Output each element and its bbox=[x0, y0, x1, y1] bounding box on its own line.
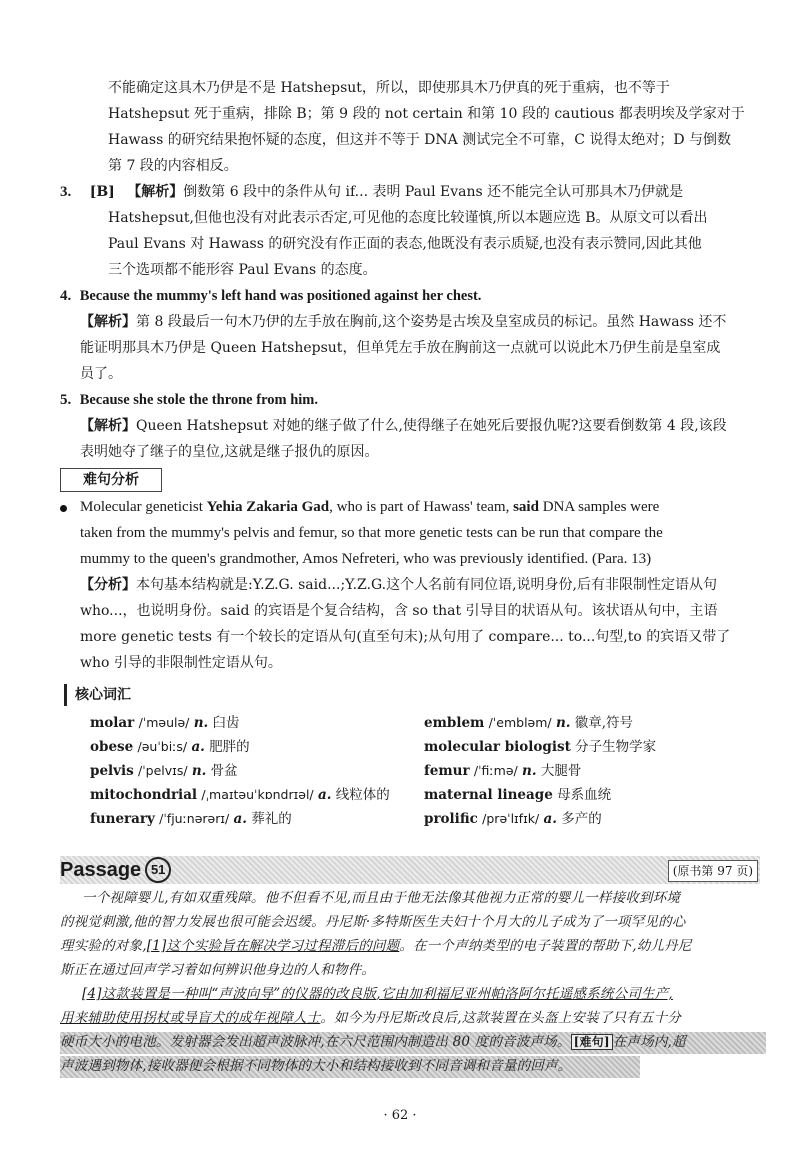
vocab-def: 臼齿 bbox=[212, 715, 240, 731]
vocab-phonetic: /ˈfjuːnərərɪ/ bbox=[159, 811, 230, 826]
q3-first-line bbox=[60, 182, 683, 202]
passage-line-3 bbox=[60, 936, 692, 956]
passage-line-7b: 在声场内,超 bbox=[612, 1034, 686, 1050]
analysis-line-4: who 引导的非限制性定语从句。 bbox=[80, 655, 282, 671]
vocab-def: 母系血统 bbox=[557, 787, 612, 803]
vocab-item bbox=[424, 712, 633, 734]
passage-line-8: 声波遇到物体,接收器便会根据不同物体的大小和结构接收到不同音调和音量的回声。 bbox=[60, 1058, 572, 1074]
analysis-line-3: more genetic tests 有一个较长的定语从句(直至句末);从句用了 compare... to...句型,to 的宾语又带了 bbox=[80, 629, 731, 645]
q3-number: 3. bbox=[60, 184, 72, 200]
difficult-sentence-line-3: mummy to the queen's grandmother, Amos Nefreteri, who was previously identified. (Para. 13) bbox=[80, 551, 652, 567]
passage-line-5 bbox=[82, 984, 673, 1004]
sentence-part-c: , who is part of Hawass' team, bbox=[329, 499, 514, 515]
passage-line-1: 一个视障婴儿,有如双重残障。他不但看不见,而且由于他无法像其他视力正常的婴儿一样接收到环境 bbox=[82, 890, 681, 906]
vocab-item bbox=[90, 784, 390, 806]
vocab-item bbox=[90, 712, 240, 734]
vocab-item bbox=[90, 760, 238, 782]
vocab-word: femur bbox=[424, 763, 470, 779]
difficult-sentence-line-2: taken from the mummy's pelvis and femur, so that more genetic tests can be run that compare the bbox=[80, 525, 663, 541]
q4-line-3: 员了。 bbox=[80, 366, 122, 382]
core-vocab-header: 核心词汇 bbox=[64, 684, 131, 706]
analysis-line-1 bbox=[80, 575, 717, 595]
q4-first-line bbox=[60, 286, 481, 306]
passage-line-7 bbox=[60, 1032, 686, 1052]
cont-line-3: Hawass 的研究结果抱怀疑的态度，但这并不等于 DNA 测试完全不可靠，C 说得太绝对；D 与倒数 bbox=[108, 132, 732, 148]
page-number: · 62 · bbox=[383, 1108, 417, 1123]
q4-number: 4. bbox=[60, 288, 72, 304]
bullet-dot bbox=[60, 505, 67, 512]
passage-line-4: 斯正在通过回声学习着如何辨识他身边的人和物件。 bbox=[60, 962, 376, 978]
q3-tag: 【解析】 bbox=[127, 184, 184, 200]
vocab-phonetic: /prəˈlɪfɪk/ bbox=[482, 811, 540, 826]
original-page-ref: (原书第 97 页) bbox=[668, 860, 758, 882]
analysis-text-1: 本句基本结构就是:Y.Z.G. said...;Y.Z.G.这个人名前有同位语,说明身份,后有非限制性定语从句 bbox=[136, 577, 718, 593]
passage-line-6b: 。如今为丹尼斯改良后,这款装置在头盔上安装了只有五十分 bbox=[320, 1010, 682, 1026]
q4-line-1: 第 8 段最后一句木乃伊的左手放在胸前,这个姿势是古埃及皇室成员的标记。虽然 Hawass 还不 bbox=[136, 314, 727, 330]
vocab-phonetic: /əuˈbiːs/ bbox=[137, 739, 188, 754]
vocab-phonetic: /ˈpelvɪs/ bbox=[138, 763, 188, 778]
vocab-def: 线粒体的 bbox=[335, 787, 390, 803]
cont-line-4: 第 7 段的内容相反。 bbox=[108, 158, 238, 174]
vocab-pos: a. bbox=[543, 811, 557, 827]
q3-line-4: 三个选项都不能形容 Paul Evans 的态度。 bbox=[108, 262, 377, 278]
passage-line-5b: ,它由加利福尼亚州帕洛阿尔托遥感系统公司生产, bbox=[376, 986, 673, 1002]
vocab-word: mitochondrial bbox=[90, 787, 198, 803]
analysis-tag: 【分析】 bbox=[80, 577, 136, 593]
vocab-word: pelvis bbox=[90, 763, 134, 779]
vocab-item bbox=[424, 784, 611, 806]
vocab-pos: n. bbox=[191, 763, 207, 779]
cont-line-2: Hatshepsut 死于重病，排除 B；第 9 段的 not certain 和第 10 段的 cautious 都表明埃及学家对于 bbox=[108, 106, 745, 122]
vocab-phonetic: /ˈfiːmə/ bbox=[473, 763, 518, 778]
vocab-pos: n. bbox=[555, 715, 571, 731]
difficult-sentence-line-1 bbox=[80, 497, 659, 517]
analysis-line-2: who...，也说明身份。said 的宾语是个复合结构，含 so that 引导目的状语从句。该状语从句中，主语 bbox=[80, 603, 718, 619]
passage-underline-4: [4]这款装置是一种叫“声波向导”的仪器的改良版 bbox=[82, 986, 377, 1002]
passage-title-text: Passage bbox=[60, 859, 142, 881]
passage-number: 51 bbox=[145, 857, 171, 883]
vocab-def: 徽章,符号 bbox=[574, 715, 634, 731]
vocab-def: 大腿骨 bbox=[540, 763, 582, 779]
vocab-item bbox=[424, 808, 602, 830]
vocab-word: molar bbox=[90, 715, 135, 731]
vocab-pos: a. bbox=[191, 739, 205, 755]
vocab-word: funerary bbox=[90, 811, 155, 827]
vocab-word: obese bbox=[90, 739, 134, 755]
q4-answer: Because the mummy's left hand was positioned against her chest. bbox=[79, 288, 482, 304]
sentence-part-a: Molecular geneticist bbox=[80, 499, 207, 515]
vocab-pos: n. bbox=[193, 715, 209, 731]
difficult-sentence-header: 难句分析 bbox=[60, 468, 162, 492]
vocab-def: 分子生物学家 bbox=[575, 739, 657, 755]
q5-line-2: 表明她夺了继子的皇位,这就是继子报仇的原因。 bbox=[80, 444, 379, 460]
vocab-phonetic: /ˈməulə/ bbox=[138, 715, 190, 730]
difficult-tag: [难句] bbox=[571, 1034, 613, 1050]
vocab-item bbox=[90, 808, 292, 830]
q3-line-3: Paul Evans 对 Hawass 的研究没有作正面的表态,他既没有表示质疑,也没有表示赞同,因此其他 bbox=[108, 236, 702, 252]
cont-line-1: 不能确定这具木乃伊是不是 Hatshepsut，所以，即使那具木乃伊真的死于重病，也不等于 bbox=[108, 80, 670, 96]
passage-underline-4-cont: 用来辅助使用拐杖或导盲犬的成年视障人士 bbox=[60, 1010, 321, 1026]
vocab-item bbox=[90, 736, 250, 758]
vocab-pos: n. bbox=[522, 763, 537, 779]
vocab-word: prolific bbox=[424, 811, 478, 827]
vocab-word: molecular biologist bbox=[424, 739, 571, 755]
q5-answer: Because she stole the throne from him. bbox=[79, 392, 318, 408]
vocab-pos: a. bbox=[233, 811, 247, 827]
vocab-item bbox=[424, 760, 581, 782]
vocab-def: 骨盆 bbox=[210, 763, 238, 779]
vocab-def: 葬礼的 bbox=[251, 811, 292, 827]
q3-answer: [B] bbox=[89, 184, 115, 200]
passage-title bbox=[60, 856, 171, 884]
passage-line-2: 的视觉刺激,他的智力发展也很可能会迟缓。丹尼斯·多特斯医生夫妇十个月大的儿子成为了一项罕见的心 bbox=[60, 914, 686, 930]
passage-line-3a: 理实验的对象, bbox=[60, 938, 147, 954]
passage-line-6 bbox=[60, 1008, 681, 1028]
q5-tag: 【解析】 bbox=[80, 418, 136, 434]
vocab-phonetic: /ˈembləm/ bbox=[488, 715, 552, 730]
q5-line-1: Queen Hatshepsut 对她的继子做了什么,使得继子在她死后要报仇呢?这要看倒数第 4 段,该段 bbox=[136, 418, 727, 434]
sentence-subject: Yehia Zakaria Gad bbox=[206, 499, 330, 515]
q4-tag: 【解析】 bbox=[80, 314, 136, 330]
vocab-def: 多产的 bbox=[561, 811, 602, 827]
sentence-verb: said bbox=[513, 499, 539, 515]
sentence-part-e: DNA samples were bbox=[538, 499, 660, 515]
vocab-phonetic: /ˌmaɪtəuˈkɒndrɪəl/ bbox=[201, 787, 314, 802]
q5-number: 5. bbox=[60, 392, 72, 408]
q4-analysis-line-1 bbox=[80, 312, 726, 332]
q4-line-2: 能证明那具木乃伊是 Queen Hatshepsut，但单凭左手放在胸前这一点就可以说此木乃伊生前是皇室成 bbox=[80, 340, 721, 356]
vocab-item bbox=[424, 736, 656, 758]
vocab-def: 肥胖的 bbox=[209, 739, 250, 755]
passage-underline-1: [1]这个实验旨在解决学习过程滞后的问题 bbox=[146, 938, 400, 954]
q3-line-2: Hatshepsut,但他也没有对此表示否定,可见他的态度比较谨慎,所以本题应选 B。从原文可以看出 bbox=[108, 210, 708, 226]
passage-line-7a: 硬币大小的电池。发射器会发出超声波脉冲,在六尺范围内制造出 80 度的音波声场。 bbox=[60, 1034, 571, 1050]
passage-line-3c: 。在一个声纳类型的电子装置的帮助下,幼儿丹尼 bbox=[399, 938, 692, 954]
vocab-pos: a. bbox=[317, 787, 332, 803]
q3-line-1: 倒数第 6 段中的条件从句 if... 表明 Paul Evans 还不能完全认可那具木乃伊就是 bbox=[183, 184, 684, 200]
q5-analysis-line-1 bbox=[80, 416, 727, 436]
vocab-word: maternal lineage bbox=[424, 787, 553, 803]
vocab-word: emblem bbox=[424, 715, 485, 731]
q5-first-line bbox=[60, 390, 318, 410]
